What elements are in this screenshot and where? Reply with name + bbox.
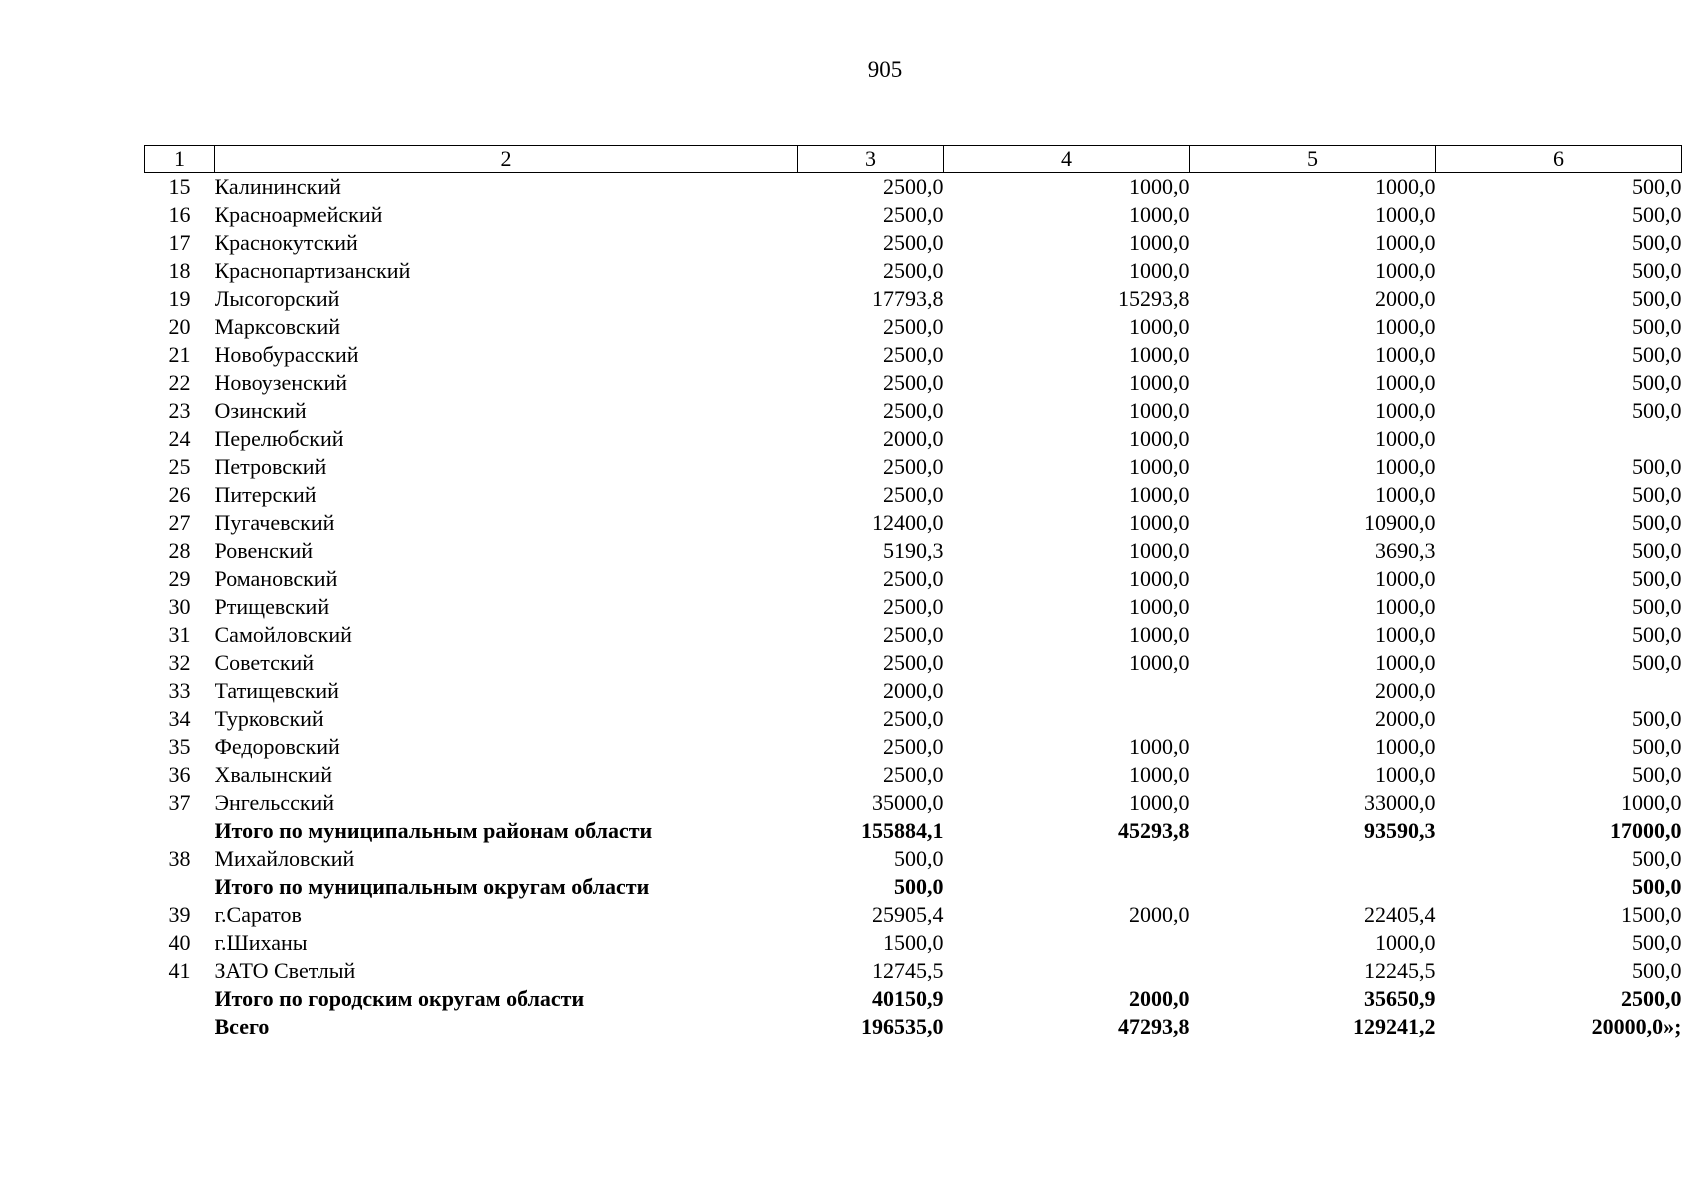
- column-4-value-cell: 1000,0: [1129, 622, 1190, 647]
- column-6-value-cell: 500,0: [1632, 734, 1682, 759]
- table-row: [145, 537, 1682, 565]
- column-4-value-cell: 1000,0: [1129, 566, 1190, 591]
- column-5-value-cell: 1000,0: [1375, 566, 1436, 591]
- column-6-value-cell: 500,0: [1632, 594, 1682, 619]
- row-number-cell: 27: [168, 510, 191, 535]
- row-number-cell: 15: [168, 174, 191, 199]
- column-3-value-cell: 12745,5: [872, 958, 944, 983]
- column-6-value-cell: 500,0: [1632, 482, 1682, 507]
- column-5-value-cell: 1000,0: [1375, 454, 1436, 479]
- row-number-cell: 28: [168, 538, 191, 563]
- column-6-value-cell: [1436, 425, 1682, 453]
- column-3-value-cell: 196535,0: [861, 1014, 944, 1039]
- column-4-value-cell: 1000,0: [1129, 202, 1190, 227]
- column-4-value-cell: 1000,0: [1129, 398, 1190, 423]
- column-5-value-cell: 1000,0: [1375, 174, 1436, 199]
- column-3-value-cell: 2500,0: [883, 174, 944, 199]
- column-5-value-cell: 2000,0: [1375, 286, 1436, 311]
- column-3-value-cell: 155884,1: [861, 818, 944, 843]
- column-6-value-cell: 500,0: [1632, 202, 1682, 227]
- column-4-value-cell: [944, 845, 1190, 873]
- row-number-cell: 34: [168, 706, 191, 731]
- table-body: [145, 173, 1682, 1042]
- column-5-value-cell: 1000,0: [1375, 622, 1436, 647]
- column-5-value-cell: 1000,0: [1375, 930, 1436, 955]
- district-name-cell: Итого по муниципальным округам области: [214, 874, 650, 899]
- total-row: [145, 873, 1682, 901]
- district-name-cell: Романовский: [214, 566, 338, 591]
- table-row: [145, 733, 1682, 761]
- row-number-cell: 39: [168, 902, 191, 927]
- table-row: [145, 313, 1682, 341]
- column-6-value-cell: 500,0: [1632, 846, 1682, 871]
- page-number: 905: [867, 57, 903, 82]
- column-4-value-cell: [944, 873, 1190, 901]
- column-6-value-cell: 500,0: [1632, 398, 1682, 423]
- district-name-cell: Итого по муниципальным районам области: [214, 818, 653, 843]
- district-name-cell: Марксовский: [214, 314, 340, 339]
- row-number-cell: 17: [168, 230, 191, 255]
- district-name-cell: Хвалынский: [214, 762, 332, 787]
- table-row: [145, 649, 1682, 677]
- row-number-cell: 23: [168, 398, 191, 423]
- column-5-value-cell: 3690,3: [1375, 538, 1436, 563]
- row-number-cell: [145, 1013, 215, 1041]
- column-6-value-cell: 500,0: [1632, 930, 1682, 955]
- table-row: [145, 565, 1682, 593]
- table-row: [145, 257, 1682, 285]
- table-row: [145, 901, 1682, 929]
- column-5-value-cell: 1000,0: [1375, 762, 1436, 787]
- column-5-value-cell: 1000,0: [1375, 370, 1436, 395]
- column-6-value-cell: 500,0: [1632, 706, 1682, 731]
- column-3-value-cell: 2500,0: [883, 762, 944, 787]
- district-name-cell: Петровский: [214, 454, 327, 479]
- column-header: 3: [798, 146, 944, 173]
- column-5-value-cell: 1000,0: [1375, 258, 1436, 283]
- column-5-value-cell: 22405,4: [1364, 902, 1436, 927]
- column-3-value-cell: 2500,0: [883, 650, 944, 675]
- row-number-cell: 22: [168, 370, 191, 395]
- column-5-value-cell: 1000,0: [1375, 314, 1436, 339]
- table-row: [145, 229, 1682, 257]
- column-4-value-cell: 1000,0: [1129, 510, 1190, 535]
- column-5-value-cell: 1000,0: [1375, 202, 1436, 227]
- column-5-value-cell: [1190, 845, 1436, 873]
- district-name-cell: Питерский: [214, 482, 317, 507]
- column-4-value-cell: 47293,8: [1118, 1014, 1190, 1039]
- column-header: 2: [215, 146, 798, 173]
- column-4-value-cell: 1000,0: [1129, 650, 1190, 675]
- table-row: [145, 705, 1682, 733]
- row-number-cell: 30: [168, 594, 191, 619]
- column-3-value-cell: 500,0: [894, 846, 944, 871]
- column-3-value-cell: 2500,0: [883, 454, 944, 479]
- row-number-cell: 16: [168, 202, 191, 227]
- column-4-value-cell: [944, 957, 1190, 985]
- column-4-value-cell: [944, 929, 1190, 957]
- row-number-cell: [145, 817, 215, 845]
- column-6-value-cell: 500,0: [1632, 650, 1682, 675]
- column-4-value-cell: 1000,0: [1129, 734, 1190, 759]
- table-row: [145, 369, 1682, 397]
- column-6-value-cell: 500,0: [1632, 174, 1682, 199]
- district-name-cell: Энгельсский: [214, 790, 335, 815]
- column-header: 6: [1436, 146, 1682, 173]
- column-4-value-cell: 1000,0: [1129, 790, 1190, 815]
- column-3-value-cell: 2500,0: [883, 314, 944, 339]
- table-row: [145, 285, 1682, 313]
- row-number-cell: [145, 985, 215, 1013]
- total-row: [145, 1013, 1682, 1041]
- district-name-cell: Ртищевский: [214, 594, 330, 619]
- column-header: 4: [944, 146, 1190, 173]
- district-name-cell: Красноармейский: [214, 202, 383, 227]
- row-number-cell: 37: [168, 790, 191, 815]
- district-name-cell: Новобурасский: [214, 342, 359, 367]
- column-header: 5: [1190, 146, 1436, 173]
- column-3-value-cell: 1500,0: [883, 930, 944, 955]
- row-number-cell: 36: [168, 762, 191, 787]
- district-name-cell: Турковский: [214, 706, 324, 731]
- district-name-cell: г.Шиханы: [214, 930, 308, 955]
- district-name-cell: Перелюбский: [214, 426, 344, 451]
- column-5-value-cell: [1190, 873, 1436, 901]
- table-row: [145, 481, 1682, 509]
- table-row: [145, 341, 1682, 369]
- column-4-value-cell: [944, 677, 1190, 705]
- column-6-value-cell: 1000,0: [1621, 790, 1682, 815]
- column-4-value-cell: 2000,0: [1129, 986, 1190, 1011]
- column-3-value-cell: 2500,0: [883, 594, 944, 619]
- row-number-cell: 18: [168, 258, 191, 283]
- budget-table: [144, 145, 1682, 1041]
- row-number-cell: 29: [168, 566, 191, 591]
- column-4-value-cell: 1000,0: [1129, 482, 1190, 507]
- district-name-cell: Итого по городским округам области: [214, 986, 585, 1011]
- column-3-value-cell: 2500,0: [883, 202, 944, 227]
- column-5-value-cell: 1000,0: [1375, 734, 1436, 759]
- column-4-value-cell: 1000,0: [1129, 342, 1190, 367]
- table-row: [145, 173, 1682, 202]
- row-number-cell: [145, 873, 215, 901]
- column-3-value-cell: 40150,9: [872, 986, 944, 1011]
- total-row: [145, 817, 1682, 845]
- column-4-value-cell: 15293,8: [1118, 286, 1190, 311]
- district-name-cell: Советский: [214, 650, 315, 675]
- column-5-value-cell: 129241,2: [1353, 1014, 1436, 1039]
- column-6-value-cell: [1436, 677, 1682, 705]
- table-header-row: [145, 146, 1682, 173]
- column-3-value-cell: 500,0: [894, 874, 944, 899]
- row-number-cell: 35: [168, 734, 191, 759]
- table-row: [145, 453, 1682, 481]
- column-5-value-cell: 10900,0: [1364, 510, 1436, 535]
- column-3-value-cell: 25905,4: [872, 902, 944, 927]
- column-6-value-cell: 20000,0»;: [1591, 1014, 1682, 1039]
- row-number-cell: 24: [168, 426, 191, 451]
- column-5-value-cell: 12245,5: [1364, 958, 1436, 983]
- column-6-value-cell: 500,0: [1632, 258, 1682, 283]
- district-name-cell: Михайловский: [214, 846, 355, 871]
- column-3-value-cell: 2500,0: [883, 258, 944, 283]
- column-4-value-cell: 1000,0: [1129, 258, 1190, 283]
- column-6-value-cell: 500,0: [1632, 314, 1682, 339]
- column-4-value-cell: 1000,0: [1129, 230, 1190, 255]
- column-3-value-cell: 2500,0: [883, 482, 944, 507]
- column-6-value-cell: 500,0: [1632, 342, 1682, 367]
- column-6-value-cell: 500,0: [1632, 762, 1682, 787]
- table-row: [145, 621, 1682, 649]
- column-4-value-cell: 1000,0: [1129, 454, 1190, 479]
- column-3-value-cell: 5190,3: [883, 538, 944, 563]
- table-row: [145, 957, 1682, 985]
- column-6-value-cell: 500,0: [1632, 230, 1682, 255]
- column-4-value-cell: 1000,0: [1129, 538, 1190, 563]
- column-3-value-cell: 2000,0: [883, 426, 944, 451]
- district-name-cell: Федоровский: [214, 734, 340, 759]
- column-4-value-cell: 1000,0: [1129, 314, 1190, 339]
- district-name-cell: Ровенский: [214, 538, 313, 563]
- table-row: [145, 677, 1682, 705]
- table-row: [145, 201, 1682, 229]
- column-4-value-cell: 1000,0: [1129, 174, 1190, 199]
- row-number-cell: 25: [168, 454, 191, 479]
- column-header: 1: [145, 146, 215, 173]
- column-5-value-cell: 35650,9: [1364, 986, 1436, 1011]
- column-6-value-cell: 500,0: [1632, 454, 1682, 479]
- column-3-value-cell: 2500,0: [883, 230, 944, 255]
- column-5-value-cell: 1000,0: [1375, 650, 1436, 675]
- row-number-cell: 32: [168, 650, 191, 675]
- total-row: [145, 985, 1682, 1013]
- district-name-cell: Лысогорский: [214, 286, 340, 311]
- row-number-cell: 20: [168, 314, 191, 339]
- row-number-cell: 26: [168, 482, 191, 507]
- column-6-value-cell: 17000,0: [1610, 818, 1682, 843]
- column-3-value-cell: 2500,0: [883, 342, 944, 367]
- table-row: [145, 593, 1682, 621]
- column-3-value-cell: 17793,8: [872, 286, 944, 311]
- column-6-value-cell: 500,0: [1632, 958, 1682, 983]
- column-3-value-cell: 2500,0: [883, 398, 944, 423]
- district-name-cell: Татищевский: [214, 678, 339, 703]
- column-4-value-cell: [944, 705, 1190, 733]
- table-row: [145, 845, 1682, 873]
- column-5-value-cell: 1000,0: [1375, 482, 1436, 507]
- column-3-value-cell: 35000,0: [872, 790, 944, 815]
- column-6-value-cell: 1500,0: [1621, 902, 1682, 927]
- district-name-cell: ЗАТО Светлый: [214, 958, 356, 983]
- column-6-value-cell: 500,0: [1632, 370, 1682, 395]
- column-6-value-cell: 500,0: [1632, 538, 1682, 563]
- district-name-cell: Новоузенский: [214, 370, 348, 395]
- column-6-value-cell: 500,0: [1632, 874, 1682, 899]
- column-3-value-cell: 2500,0: [883, 622, 944, 647]
- column-3-value-cell: 2500,0: [883, 734, 944, 759]
- table-row: [145, 789, 1682, 817]
- column-4-value-cell: 1000,0: [1129, 594, 1190, 619]
- column-6-value-cell: 500,0: [1632, 566, 1682, 591]
- column-4-value-cell: 45293,8: [1118, 818, 1190, 843]
- row-number-cell: 19: [168, 286, 191, 311]
- column-3-value-cell: 2500,0: [883, 566, 944, 591]
- column-5-value-cell: 33000,0: [1364, 790, 1436, 815]
- table-row: [145, 929, 1682, 957]
- column-6-value-cell: 2500,0: [1621, 986, 1682, 1011]
- column-5-value-cell: 1000,0: [1375, 342, 1436, 367]
- column-5-value-cell: 2000,0: [1375, 678, 1436, 703]
- district-name-cell: Всего: [214, 1014, 270, 1039]
- column-3-value-cell: 2000,0: [883, 678, 944, 703]
- district-name-cell: Пугачевский: [214, 510, 335, 535]
- column-3-value-cell: 12400,0: [872, 510, 944, 535]
- table-row: [145, 761, 1682, 789]
- district-name-cell: Самойловский: [214, 622, 352, 647]
- row-number-cell: 40: [168, 930, 191, 955]
- column-4-value-cell: 2000,0: [1129, 902, 1190, 927]
- table-row: [145, 397, 1682, 425]
- column-5-value-cell: 1000,0: [1375, 398, 1436, 423]
- column-6-value-cell: 500,0: [1632, 510, 1682, 535]
- column-5-value-cell: 2000,0: [1375, 706, 1436, 731]
- row-number-cell: 38: [168, 846, 191, 871]
- column-5-value-cell: 93590,3: [1364, 818, 1436, 843]
- column-6-value-cell: 500,0: [1632, 622, 1682, 647]
- column-5-value-cell: 1000,0: [1375, 426, 1436, 451]
- district-name-cell: г.Саратов: [214, 902, 302, 927]
- district-name-cell: Озинский: [214, 398, 307, 423]
- district-name-cell: Краснокутский: [214, 230, 358, 255]
- district-name-cell: Калининский: [214, 174, 341, 199]
- row-number-cell: 31: [168, 622, 191, 647]
- column-3-value-cell: 2500,0: [883, 370, 944, 395]
- column-5-value-cell: 1000,0: [1375, 594, 1436, 619]
- table-row: [145, 509, 1682, 537]
- row-number-cell: 21: [168, 342, 191, 367]
- column-6-value-cell: 500,0: [1632, 286, 1682, 311]
- row-number-cell: 33: [168, 678, 191, 703]
- table-row: [145, 425, 1682, 453]
- column-4-value-cell: 1000,0: [1129, 762, 1190, 787]
- row-number-cell: 41: [168, 958, 191, 983]
- column-4-value-cell: 1000,0: [1129, 370, 1190, 395]
- column-3-value-cell: 2500,0: [883, 706, 944, 731]
- column-4-value-cell: 1000,0: [1129, 426, 1190, 451]
- district-name-cell: Краснопартизанский: [214, 258, 411, 283]
- column-5-value-cell: 1000,0: [1375, 230, 1436, 255]
